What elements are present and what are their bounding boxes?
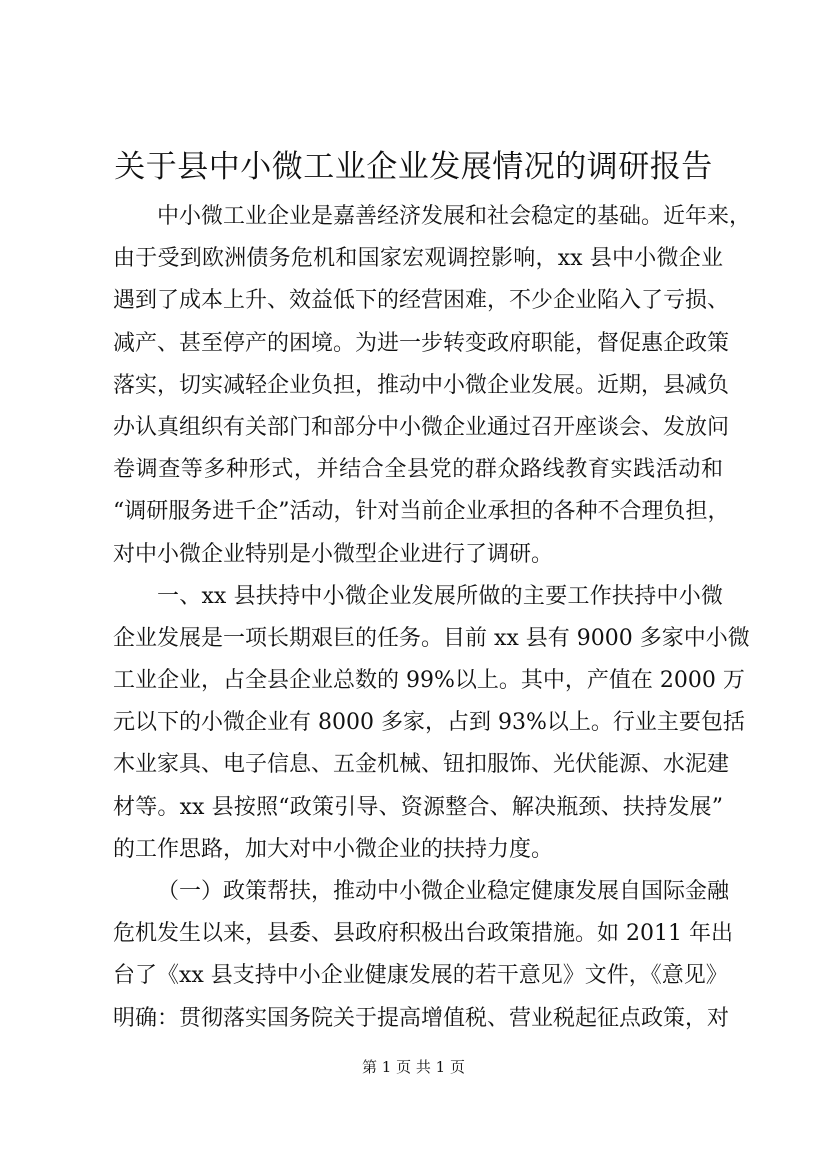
paragraph-line: 材等。xx 县按照“政策引导、资源整合、解决瓶颈、扶持发展”: [113, 794, 723, 820]
paragraph-line: 木业家具、电子信息、五金机械、钮扣服饰、光伏能源、水泥建: [113, 752, 730, 778]
paragraph-line: 明确：贯彻落实国务院关于提高增值税、营业税起征点政策，对: [113, 1005, 730, 1031]
paragraph-line: 办认真组织有关部门和部分中小微企业通过召开座谈会、发放问: [113, 414, 730, 440]
document-title: 关于县中小微工业企业发展情况的调研报告: [114, 149, 713, 185]
paragraph-line: 一、xx 县扶持中小微企业发展所做的主要工作扶持中小微: [157, 583, 723, 609]
paragraph-line: “调研服务进千企”活动，针对当前企业承担的各种不合理负担，: [113, 499, 730, 525]
paragraph-line: 元以下的小微企业有 8000 多家，占到 93%以上。行业主要包括: [113, 710, 745, 736]
paragraph-line: 台了《xx 县支持中小企业健康发展的若干意见》文件，《意见》: [113, 963, 728, 989]
paragraph-line: 工业企业，占全县企业总数的 99%以上。其中，产值在 2000 万: [113, 668, 745, 694]
paragraph-line: 落实，切实减轻企业负担，推动中小微企业发展。近期，县减负: [113, 372, 730, 398]
paragraph-line: 由于受到欧洲债务危机和国家宏观调控影响，xx 县中小微企业: [113, 246, 723, 272]
document-body: [113, 196, 752, 1040]
paragraph-line: 遇到了成本上升、效益低下的经营困难，不少企业陷入了亏损、: [113, 288, 730, 314]
paragraph-line: 卷调查等多种形式，并结合全县党的群众路线教育实践活动和: [113, 457, 723, 483]
paragraph-line: 中小微工业企业是嘉善经济发展和社会稳定的基础。近年来，: [157, 204, 752, 229]
paragraph-line: 的工作思路，加大对中小微企业的扶持力度。: [113, 836, 554, 862]
paragraph-line: 减产、甚至停产的困境。为进一步转变政府职能，督促惠企政策: [113, 330, 730, 356]
paragraph-line: （一）政策帮扶，推动中小微企业稳定健康发展自国际金融: [157, 879, 730, 904]
paragraph-line: 对中小微企业特别是小微型企业进行了调研。: [113, 541, 554, 567]
paragraph-line: 危机发生以来，县委、县政府积极出台政策措施。如 2011 年出: [113, 921, 733, 947]
page-footer: 第 1 页 共 1 页: [362, 1058, 465, 1076]
paragraph-line: 企业发展是一项长期艰巨的任务。目前 xx 县有 9000 多家中小微: [113, 625, 750, 651]
